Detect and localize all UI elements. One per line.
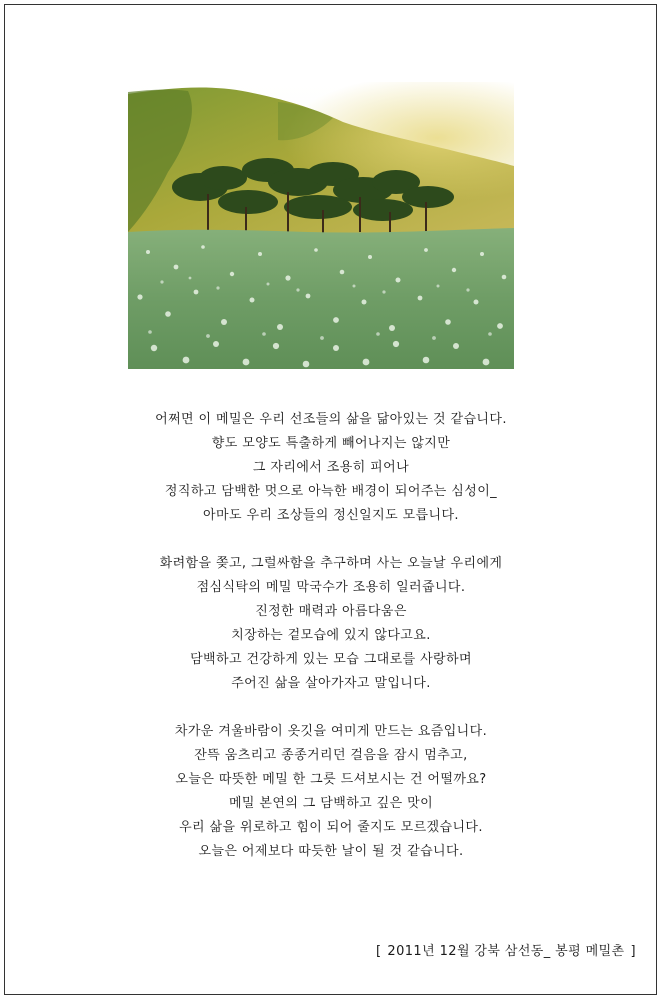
poem-line: 주어진 삶을 살아가자고 말입니다.: [231, 676, 431, 691]
open-bracket: [: [375, 944, 382, 959]
poem-line: 아마도 우리 조상들의 정신일지도 모릅니다.: [203, 508, 459, 523]
poem-line: 화려함을 쫒고, 그럴싸함을 추구하며 사는 오늘날 우리에게: [159, 556, 503, 571]
poem-line: 차가운 겨울바람이 옷깃을 여미게 만드는 요즘입니다.: [174, 724, 488, 739]
stanza-1: [30, 408, 632, 528]
signature-caption: [370, 942, 642, 962]
close-bracket: ]: [630, 944, 636, 959]
poem-line: 잔뜩 움츠리고 종종거리던 걸음을 잠시 멈추고,: [194, 748, 468, 763]
poem-line: 정직하고 담백한 멋으로 아늑한 배경이 되어주는 심성이_: [164, 484, 498, 499]
poem-line: 점심식탁의 메밀 막국수가 조용히 일러줍니다.: [196, 580, 466, 595]
poem-line: 오늘은 어제보다 따듯한 날이 될 것 같습니다.: [198, 844, 464, 859]
buckwheat-field-illustration: [128, 82, 514, 369]
stanza-2: [30, 552, 632, 696]
buckwheat-field-photo: [128, 82, 514, 369]
signature-text: 2011년 12월 강북 삼선동_ 봉평 메밀촌: [387, 944, 625, 959]
poem-line: 메밀 본연의 그 담백하고 깊은 맛이: [228, 796, 434, 811]
poem-line: 향도 모양도 특출하게 빼어나지는 않지만: [211, 436, 451, 451]
poem-line: 그 자리에서 조용히 피어나: [252, 460, 410, 475]
poem-line: 진정한 매력과 아름다움은: [255, 604, 407, 619]
poem-line: 오늘은 따뜻한 메밀 한 그릇 드셔보시는 건 어떨까요?: [175, 772, 487, 787]
poem-line: 우리 삶을 위로하고 힘이 되어 줄지도 모르겠습니다.: [179, 820, 483, 835]
poem-line: 치장하는 겉모습에 있지 않다고요.: [231, 628, 431, 643]
poem-line: 어쩌면 이 메밀은 우리 선조들의 삶을 닮아있는 것 같습니다.: [155, 412, 507, 427]
poem-line: 담백하고 건강하게 있는 모습 그대로를 사랑하며: [190, 652, 472, 667]
poem-text: [30, 408, 632, 864]
stanza-3: [30, 720, 632, 864]
